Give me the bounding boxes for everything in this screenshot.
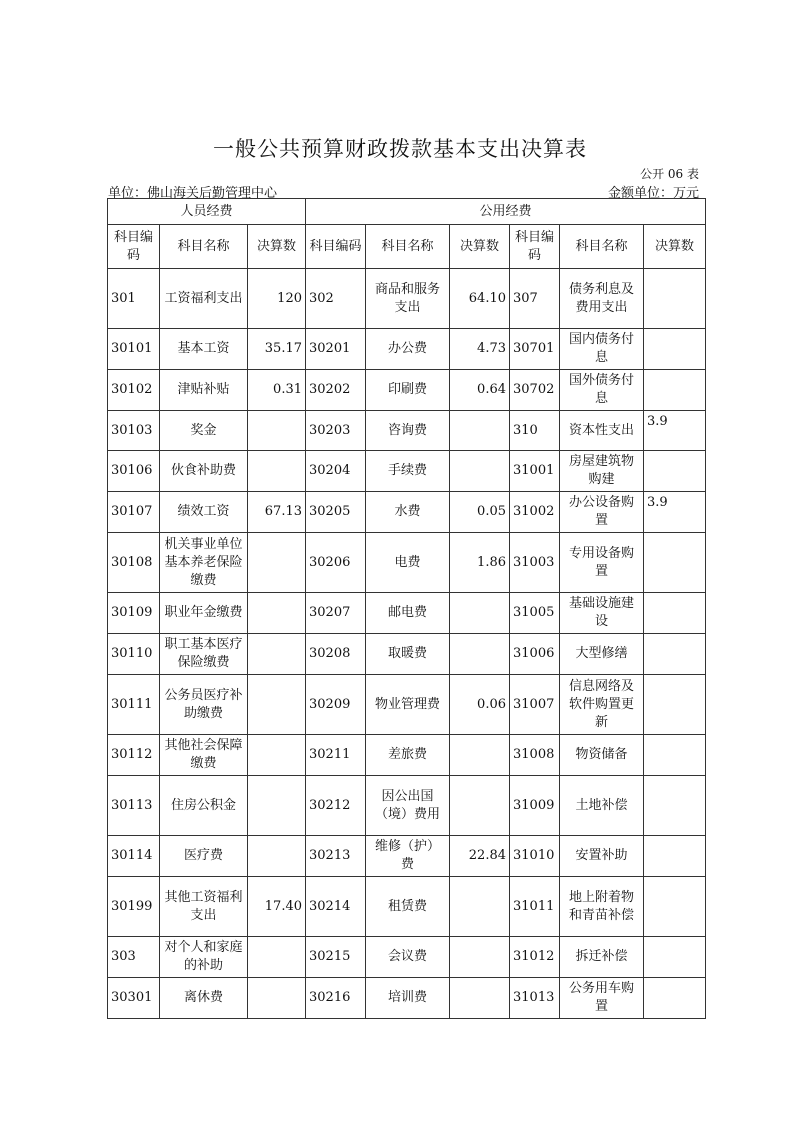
group-personnel: 人员经费 xyxy=(108,199,306,225)
amount-cell xyxy=(644,533,706,593)
header-code: 科目编码 xyxy=(510,225,560,269)
name-cell: 物业管理费 xyxy=(366,675,450,735)
name-cell: 邮电费 xyxy=(366,593,450,634)
amount-cell xyxy=(248,593,306,634)
name-cell: 伙食补助费 xyxy=(160,451,248,492)
amount-cell xyxy=(248,533,306,593)
table-row xyxy=(108,492,706,533)
header-amount: 决算数 xyxy=(450,225,510,269)
code-cell: 31007 xyxy=(510,675,560,735)
name-cell: 商品和服务支出 xyxy=(366,269,450,329)
name-cell: 津贴补贴 xyxy=(160,370,248,411)
name-cell: 工资福利支出 xyxy=(160,269,248,329)
code-cell: 30199 xyxy=(108,877,160,937)
code-cell: 310 xyxy=(510,411,560,451)
code-cell: 30111 xyxy=(108,675,160,735)
code-cell: 31002 xyxy=(510,492,560,533)
name-cell: 办公设备购置 xyxy=(560,492,644,533)
name-cell: 住房公积金 xyxy=(160,776,248,836)
name-cell: 手续费 xyxy=(366,451,450,492)
amount-cell xyxy=(450,735,510,776)
code-cell: 303 xyxy=(108,937,160,978)
name-cell: 职工基本医疗保险缴费 xyxy=(160,634,248,675)
name-cell: 水费 xyxy=(366,492,450,533)
code-cell: 30207 xyxy=(306,593,366,634)
name-cell: 租赁费 xyxy=(366,877,450,937)
amount-cell: 0.06 xyxy=(450,675,510,735)
code-cell: 30204 xyxy=(306,451,366,492)
amount-cell xyxy=(248,978,306,1019)
code-cell: 30107 xyxy=(108,492,160,533)
amount-cell xyxy=(248,735,306,776)
table-row xyxy=(108,978,706,1019)
code-cell: 302 xyxy=(306,269,366,329)
amount-cell xyxy=(644,978,706,1019)
code-cell: 30205 xyxy=(306,492,366,533)
name-cell: 资本性支出 xyxy=(560,411,644,451)
code-cell: 30208 xyxy=(306,634,366,675)
amount-unit: 金额单位：万元 xyxy=(607,186,699,201)
code-cell: 30113 xyxy=(108,776,160,836)
amount-cell xyxy=(248,675,306,735)
code-cell: 30701 xyxy=(510,329,560,370)
reporting-unit: 单位：佛山海关后勤管理中心 xyxy=(108,186,278,201)
amount-cell: 3.9 xyxy=(644,492,706,533)
name-cell: 拆迁补偿 xyxy=(560,937,644,978)
amount-cell xyxy=(248,776,306,836)
amount-cell xyxy=(644,735,706,776)
code-cell: 30216 xyxy=(306,978,366,1019)
report-title: 一般公共预算财政拨款基本支出决算表 xyxy=(213,137,587,161)
header-amount: 决算数 xyxy=(644,225,706,269)
name-cell: 办公费 xyxy=(366,329,450,370)
code-cell: 30110 xyxy=(108,634,160,675)
name-cell: 信息网络及软件购置更新 xyxy=(560,675,644,735)
amount-cell xyxy=(450,451,510,492)
name-cell: 职业年金缴费 xyxy=(160,593,248,634)
amount-cell xyxy=(644,634,706,675)
name-cell: 咨询费 xyxy=(366,411,450,451)
name-cell: 土地补偿 xyxy=(560,776,644,836)
name-cell: 国外债务付息 xyxy=(560,370,644,411)
table-row xyxy=(108,593,706,634)
amount-cell xyxy=(450,634,510,675)
code-cell: 31009 xyxy=(510,776,560,836)
code-cell: 31010 xyxy=(510,836,560,877)
table-row xyxy=(108,836,706,877)
amount-cell xyxy=(450,411,510,451)
code-cell: 31013 xyxy=(510,978,560,1019)
code-cell: 30702 xyxy=(510,370,560,411)
name-cell: 离休费 xyxy=(160,978,248,1019)
code-cell: 301 xyxy=(108,269,160,329)
amount-cell: 0.05 xyxy=(450,492,510,533)
code-cell: 30211 xyxy=(306,735,366,776)
code-cell: 30212 xyxy=(306,776,366,836)
amount-cell xyxy=(644,675,706,735)
name-cell: 地上附着物和青苗补偿 xyxy=(560,877,644,937)
name-cell: 国内债务付息 xyxy=(560,329,644,370)
name-cell: 安置补助 xyxy=(560,836,644,877)
code-cell: 30202 xyxy=(306,370,366,411)
name-cell: 维修（护）费 xyxy=(366,836,450,877)
name-cell: 房屋建筑物购建 xyxy=(560,451,644,492)
code-cell: 30201 xyxy=(306,329,366,370)
amount-cell xyxy=(248,836,306,877)
amount-cell xyxy=(248,937,306,978)
amount-cell: 1.86 xyxy=(450,533,510,593)
amount-cell xyxy=(644,776,706,836)
amount-cell xyxy=(644,370,706,411)
code-cell: 30206 xyxy=(306,533,366,593)
header-name: 科目名称 xyxy=(560,225,644,269)
name-cell: 公务用车购置 xyxy=(560,978,644,1019)
code-cell: 30215 xyxy=(306,937,366,978)
table-row xyxy=(108,269,706,329)
code-cell: 30114 xyxy=(108,836,160,877)
code-cell: 30109 xyxy=(108,593,160,634)
code-cell: 31005 xyxy=(510,593,560,634)
amount-cell: 67.13 xyxy=(248,492,306,533)
name-cell: 绩效工资 xyxy=(160,492,248,533)
amount-cell: 0.64 xyxy=(450,370,510,411)
table-row xyxy=(108,370,706,411)
amount-cell xyxy=(248,451,306,492)
code-cell: 31006 xyxy=(510,634,560,675)
table-row xyxy=(108,937,706,978)
amount-cell xyxy=(644,451,706,492)
code-cell: 30112 xyxy=(108,735,160,776)
name-cell: 培训费 xyxy=(366,978,450,1019)
amount-cell: 17.40 xyxy=(248,877,306,937)
code-cell: 30102 xyxy=(108,370,160,411)
code-cell: 31008 xyxy=(510,735,560,776)
amount-cell xyxy=(644,593,706,634)
amount-cell xyxy=(644,329,706,370)
code-cell: 31012 xyxy=(510,937,560,978)
code-cell: 30213 xyxy=(306,836,366,877)
code-cell: 30203 xyxy=(306,411,366,451)
name-cell: 专用设备购置 xyxy=(560,533,644,593)
amount-cell xyxy=(248,411,306,451)
amount-cell xyxy=(644,269,706,329)
group-public: 公用经费 xyxy=(306,199,706,225)
amount-cell xyxy=(450,877,510,937)
name-cell: 其他工资福利支出 xyxy=(160,877,248,937)
table-row xyxy=(108,735,706,776)
name-cell: 其他社会保障缴费 xyxy=(160,735,248,776)
code-cell: 30214 xyxy=(306,877,366,937)
amount-cell xyxy=(450,937,510,978)
code-cell: 30301 xyxy=(108,978,160,1019)
table-row xyxy=(108,533,706,593)
name-cell: 因公出国（境）费用 xyxy=(366,776,450,836)
name-cell: 会议费 xyxy=(366,937,450,978)
code-cell: 31011 xyxy=(510,877,560,937)
amount-cell: 64.10 xyxy=(450,269,510,329)
amount-cell xyxy=(450,593,510,634)
table-row xyxy=(108,877,706,937)
amount-cell xyxy=(644,877,706,937)
table-row xyxy=(108,329,706,370)
header-code: 科目编码 xyxy=(108,225,160,269)
header-code: 科目编码 xyxy=(306,225,366,269)
name-cell: 取暖费 xyxy=(366,634,450,675)
table-row xyxy=(108,634,706,675)
code-cell: 30108 xyxy=(108,533,160,593)
name-cell: 债务利息及费用支出 xyxy=(560,269,644,329)
name-cell: 印刷费 xyxy=(366,370,450,411)
amount-cell: 4.73 xyxy=(450,329,510,370)
table-row xyxy=(108,675,706,735)
code-cell: 30101 xyxy=(108,329,160,370)
code-cell: 30209 xyxy=(306,675,366,735)
amount-cell: 0.31 xyxy=(248,370,306,411)
form-number: 公开 06 表 xyxy=(640,167,699,181)
name-cell: 电费 xyxy=(366,533,450,593)
name-cell: 奖金 xyxy=(160,411,248,451)
amount-cell: 35.17 xyxy=(248,329,306,370)
amount-cell xyxy=(644,836,706,877)
table-row xyxy=(108,411,706,451)
name-cell: 基础设施建设 xyxy=(560,593,644,634)
name-cell: 公务员医疗补助缴费 xyxy=(160,675,248,735)
amount-cell xyxy=(450,978,510,1019)
name-cell: 大型修缮 xyxy=(560,634,644,675)
code-cell: 30103 xyxy=(108,411,160,451)
header-name: 科目名称 xyxy=(366,225,450,269)
header-amount: 决算数 xyxy=(248,225,306,269)
name-cell: 基本工资 xyxy=(160,329,248,370)
amount-cell: 22.84 xyxy=(450,836,510,877)
expenditure-table xyxy=(107,198,706,1019)
code-cell: 307 xyxy=(510,269,560,329)
name-cell: 机关事业单位基本养老保险缴费 xyxy=(160,533,248,593)
amount-cell: 3.9 xyxy=(644,411,706,451)
code-cell: 31001 xyxy=(510,451,560,492)
amount-cell: 120 xyxy=(248,269,306,329)
code-cell: 31003 xyxy=(510,533,560,593)
amount-cell xyxy=(248,634,306,675)
name-cell: 对个人和家庭的补助 xyxy=(160,937,248,978)
amount-cell xyxy=(644,937,706,978)
name-cell: 医疗费 xyxy=(160,836,248,877)
name-cell: 差旅费 xyxy=(366,735,450,776)
table-row xyxy=(108,776,706,836)
name-cell: 物资储备 xyxy=(560,735,644,776)
header-name: 科目名称 xyxy=(160,225,248,269)
code-cell: 30106 xyxy=(108,451,160,492)
amount-cell xyxy=(450,776,510,836)
table-row xyxy=(108,451,706,492)
